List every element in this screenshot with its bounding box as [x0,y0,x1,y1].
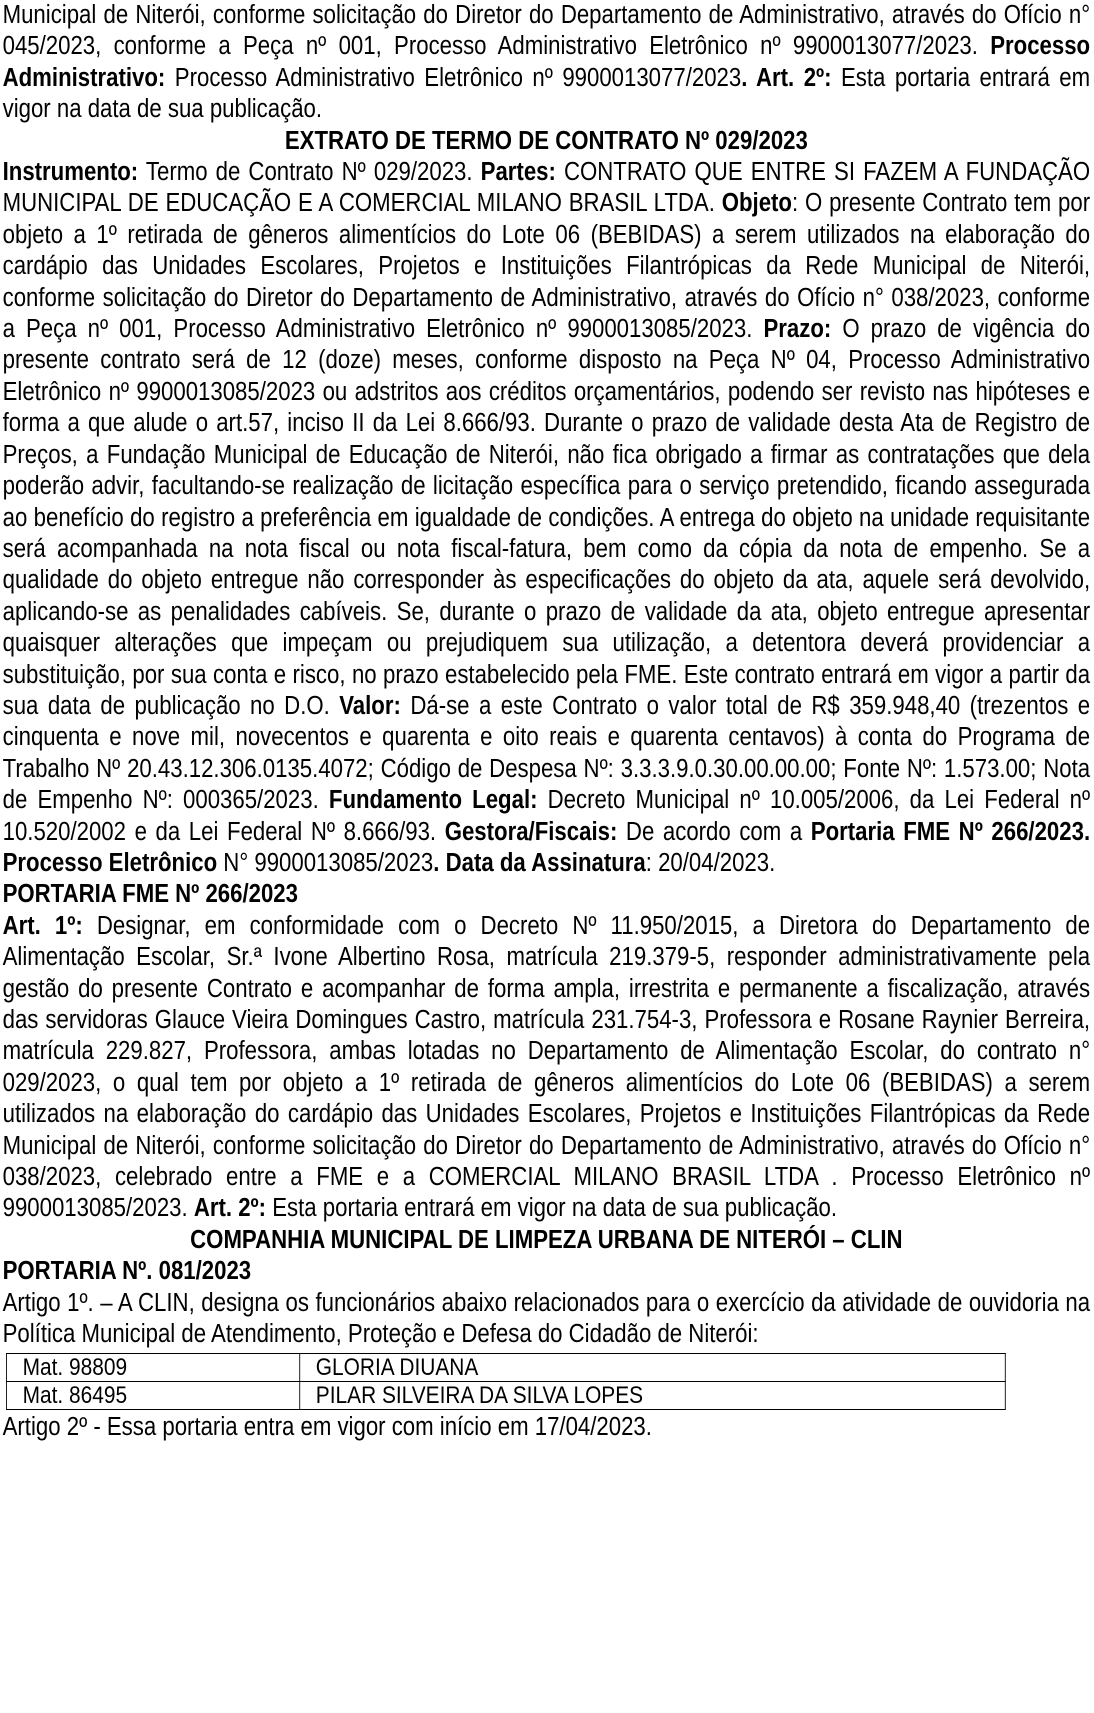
name-cell: PILAR SILVEIRA DA SILVA LOPES [300,1382,1006,1410]
bold-label: Processo Administrativo: [2,32,1091,92]
paragraph-extrato-contrato [3,157,1091,879]
portaria-clin-title: PORTARIA Nº. 081/2023 [2,1257,252,1286]
paragraph-portaria-fme [3,911,1091,1225]
table-row [7,1354,1006,1382]
employees-table [6,1353,1006,1410]
bold-label: . Art. 2º: [741,63,832,92]
text: Termo de Contrato Nº 029/2023. [138,158,481,187]
bold-label: Gestora/Fiscais: [444,817,618,846]
text: Designar, em conformidade com o Decreto Nº 11.950/2015, a Diretora do Departamento de Alimentação Escolar, Sr.ª Ivone Albertino Rosa, matrícula 219.379-5, responder administrativamente pela gestão do presente Contrato e acompanhar de forma ampla, irrestrita e permanente a fiscalização, através das servidoras Glauce Vieira Domingues Castro, matrícula 231.754-3, Professora e Rosane Raynier Berreira, matrícula 229.827, Professora, ambas lotadas no Departamento de Alimentação Escolar, do contrato n° 029/2023, o qual tem por objeto a 1º retirada de gêneros alimentícios do Lote 06 (BEBIDAS) a serem utilizados na elaboração do cardápio das Unidades Escolares, Projetos e Instituições Filantrópicas da Rede Municipal de Niterói, conforme solicitação do Diretor do Departamento de Administrativo, através do Ofício n° 038/2023, celebrado entre a FME e a COMERCIAL MILANO BRASIL LTDA . Processo Eletrônico nº 9900013085/2023. [2,911,1091,1223]
bold-label: Partes: [480,158,556,187]
text: De acordo com a [617,817,811,846]
portaria-fme-title: PORTARIA FME Nº 266/2023 [2,880,298,909]
bold-label: Art. 2º: [193,1194,267,1223]
clin-title: COMPANHIA MUNICIPAL DE LIMPEZA URBANA DE NITERÓI – CLIN [190,1225,903,1254]
bold-label: Objeto [721,189,792,218]
text: Municipal de Niterói, conforme solicitação do Diretor do Departamento de Administrativo, através do Ofício n° 045/2023, conforme a Peça nº 001, Processo Administrativo Eletrônico nº 9900013077/2023. [2,1,1091,61]
bold-label: Instrumento: [2,158,139,187]
paragraph-artigo-1: Artigo 1º. – A CLIN, designa os funcionários abaixo relacionados para o exercício da atividade de ouvidoria na Política Municipal de Atendimento, Proteção e Defesa do Cidadão de Niterói: [2,1288,1091,1349]
name-cell: GLORIA DIUANA [300,1354,1006,1382]
extrato-title: EXTRATO DE TERMO DE CONTRATO Nº 029/2023 [284,126,808,155]
text: Esta portaria entrará em vigor na data de sua publicação. [266,1194,838,1223]
bold-label: Art. 1º: [2,911,83,940]
text: : O presente Contrato tem por objeto a 1º retirada de gêneros alimentícios do Lote 06 (BEBIDAS) a serem utilizados na elaboração do cardápio das Unidades Escolares, Projetos e Instituições Filantrópicas da Rede Municipal de Niterói, conforme solicitação do Diretor do Departamento de Administrativo, através do Ofício n° 038/2023, conforme a Peça nº 001, Processo Administrativo Eletrônico nº 9900013085/2023. [2,189,1091,344]
mat-cell: Mat. 86495 [7,1382,300,1410]
text: CONTRATO QUE ENTRE SI FAZEM A FUNDAÇÃO MUNICIPAL DE EDUCAÇÃO E A COMERCIAL MILANO BRASIL LTDA. [2,158,1091,218]
text: Processo Administrativo Eletrônico nº 9900013077/2023 [165,63,742,92]
table-row [7,1382,1006,1410]
text: N° 9900013085/2023 [217,848,434,877]
bold-label: Valor: [339,691,401,720]
text: Dá-se a este Contrato o valor total de R$ 359.948,40 (trezentos e cinquenta e nove mil, novecentos e quarenta e oito reais e quarenta centavos) à conta do Programa de Trabalho Nº 20.43.12.306.0135.4072; Código de Despesa Nº: 3.3.3.9.0.30.00.00.00; Fonte Nº: 1.573.00; Nota de Empenho Nº: 000365/2023. [2,691,1091,815]
text: : 20/04/2023. [645,848,776,877]
paragraph-artigo-2: Artigo 2º - Essa portaria entra em vigor com início em 17/04/2023. [2,1413,652,1442]
bold-label: Prazo: [763,315,832,344]
mat-cell: Mat. 98809 [7,1354,300,1382]
text: O prazo de vigência do presente contrato será de 12 (doze) meses, conforme disposto na Peça Nº 04, Processo Administrativo Eletrônico nº 9900013085/2023 ou adstritos aos créditos orçamentários, podendo ser revisto nas hipóteses e forma a que alude o art.57, inciso II da Lei 8.666/93. Durante o prazo de validade desta Ata de Registro de Preços, a Fundação Municipal de Educação de Niterói, não fica obrigado a firmar as contratações que dela poderão advir, facultando-se realização de licitação específica para o serviço pretendido, ficando assegurada ao benefício do registro a preferência em igualdade de condições. A entrega do objeto na unidade requisitante será acompanhada na nota fiscal ou nota fiscal-fatura, bem como da cópia da nota de empenho. Se a qualidade do objeto entregue não corresponder às especificações do objeto da ata, aquele será devolvido, aplicando-se as penalidades cabíveis. Se, durante o prazo de validade da ata, objeto entregue apresentar quaisquer alterações que impeçam ou prejudiquem sua utilização, a detentora deverá providenciar a substituição, por sua conta e risco, no prazo estabelecido pela FME. Este contrato entrará em vigor a partir da sua data de publicação no D.O. [2,315,1091,720]
bold-label: Portaria FME Nº 266/2023. Processo Eletrônico [2,817,1091,877]
text: Decreto Municipal nº 10.005/2006, da Lei Federal nº 10.520/2002 e da Lei Federal Nº 8.666/93. [2,786,1091,846]
paragraph-portaria-end [3,0,1091,126]
bold-label: . Data da Assinatura [433,848,646,877]
text: Esta portaria entrará em vigor na data de sua publicação. [2,63,1091,124]
bold-label: Fundamento Legal: [328,786,538,815]
